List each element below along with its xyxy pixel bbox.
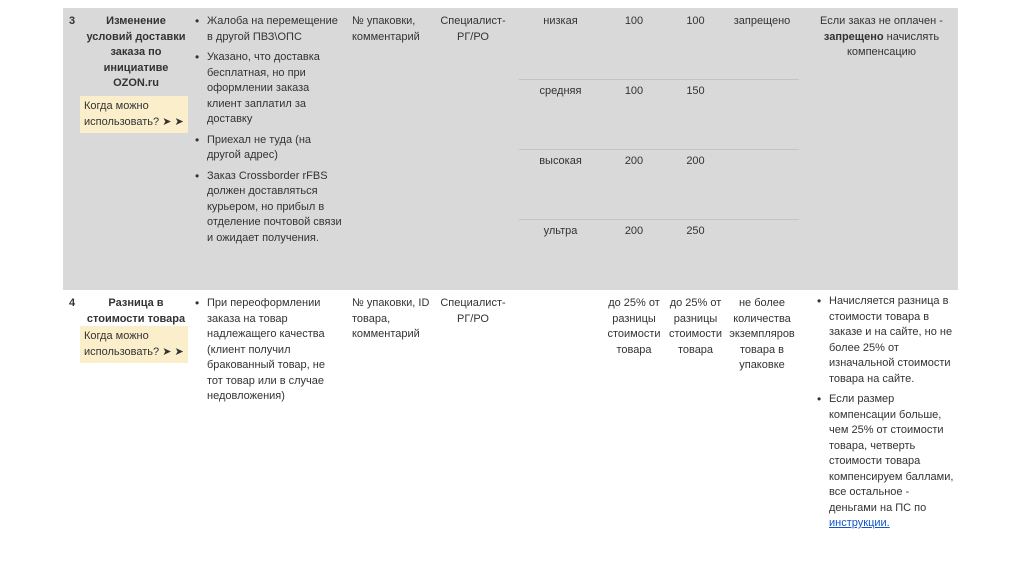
- divider: [519, 79, 799, 80]
- row-number: 3: [69, 15, 76, 27]
- amount-value: 100: [624, 85, 644, 97]
- amount-value: 200: [624, 155, 644, 167]
- amount-value: 100: [624, 15, 644, 27]
- required-data: № упаковки, ID товара, комментарий: [352, 297, 430, 340]
- row-title: Разница в стоимости товара: [86, 297, 186, 325]
- compensation-table: [63, 8, 958, 560]
- responsible-role: Специалист- РГ/РО: [440, 297, 506, 325]
- amount-value: до 25% от разницы стоимости товара: [668, 297, 723, 356]
- row-title: Изменение условий доставки заказа по инициативе OZON.ru: [86, 15, 186, 89]
- note-text: Если заказ не оплачен - запрещено начислять компенсацию: [820, 15, 943, 58]
- usage-hint-button[interactable]: Когда можно использовать? ➤ ➤: [80, 96, 188, 133]
- list-item: • При переоформлении заказа на товар надлежащего качества (клиент получил бракованный товар, не тот товар или в случае недовложения): [207, 296, 343, 405]
- list-item: • Приехал не туда (на другой адрес): [207, 133, 343, 164]
- priority-level: высокая: [539, 155, 582, 167]
- list-item: • Жалоба на перемещение в другой ПВЗ\ОПС: [207, 14, 343, 45]
- limit-value: не более количества экземпляров товара в упаковке: [729, 297, 795, 371]
- priority-level: низкая: [543, 15, 578, 27]
- limit-value: запрещено: [733, 15, 791, 27]
- priority-level: средняя: [539, 85, 582, 97]
- table-row: [63, 290, 958, 560]
- amount-value: 100: [686, 15, 705, 27]
- reasons-list: [193, 14, 343, 251]
- usage-hint-button[interactable]: Когда можно использовать? ➤ ➤: [80, 326, 188, 363]
- amount-value: 150: [686, 85, 705, 97]
- list-item: • Начисляется разница в стоимости товара в заказе и на сайте, но не более 25% от изначальной стоимости товара на сайте.: [829, 294, 958, 387]
- required-data: № упаковки, комментарий: [352, 15, 420, 43]
- list-item: • Заказ Crossborder rFBS должен доставляться курьером, но прибыл в отделение почтовой связи и ожидает получения.: [207, 169, 343, 247]
- instructions-link[interactable]: инструкции.: [829, 517, 890, 529]
- table-row: [63, 8, 958, 290]
- priority-level: ультра: [543, 225, 578, 237]
- row-number: 4: [69, 297, 76, 309]
- compensation-list: [815, 294, 958, 537]
- reasons-list: [193, 296, 343, 410]
- list-item: • Указано, что доставка бесплатная, но при оформлении заказа клиент заплатил за доставку: [207, 50, 343, 128]
- list-item: • Если размер компенсации больше, чем 25% от стоимости товара, четверть стоимости товара компенсируем баллами, все остальное - деньгами на ПС по инструкции.: [829, 392, 958, 532]
- divider: [519, 219, 799, 220]
- amount-value: до 25% от разницы стоимости товара: [607, 297, 661, 356]
- amount-value: 200: [686, 155, 705, 167]
- divider: [519, 149, 799, 150]
- amount-value: 250: [686, 225, 705, 237]
- responsible-role: Специалист- РГ/РО: [440, 15, 506, 43]
- amount-value: 200: [624, 225, 644, 237]
